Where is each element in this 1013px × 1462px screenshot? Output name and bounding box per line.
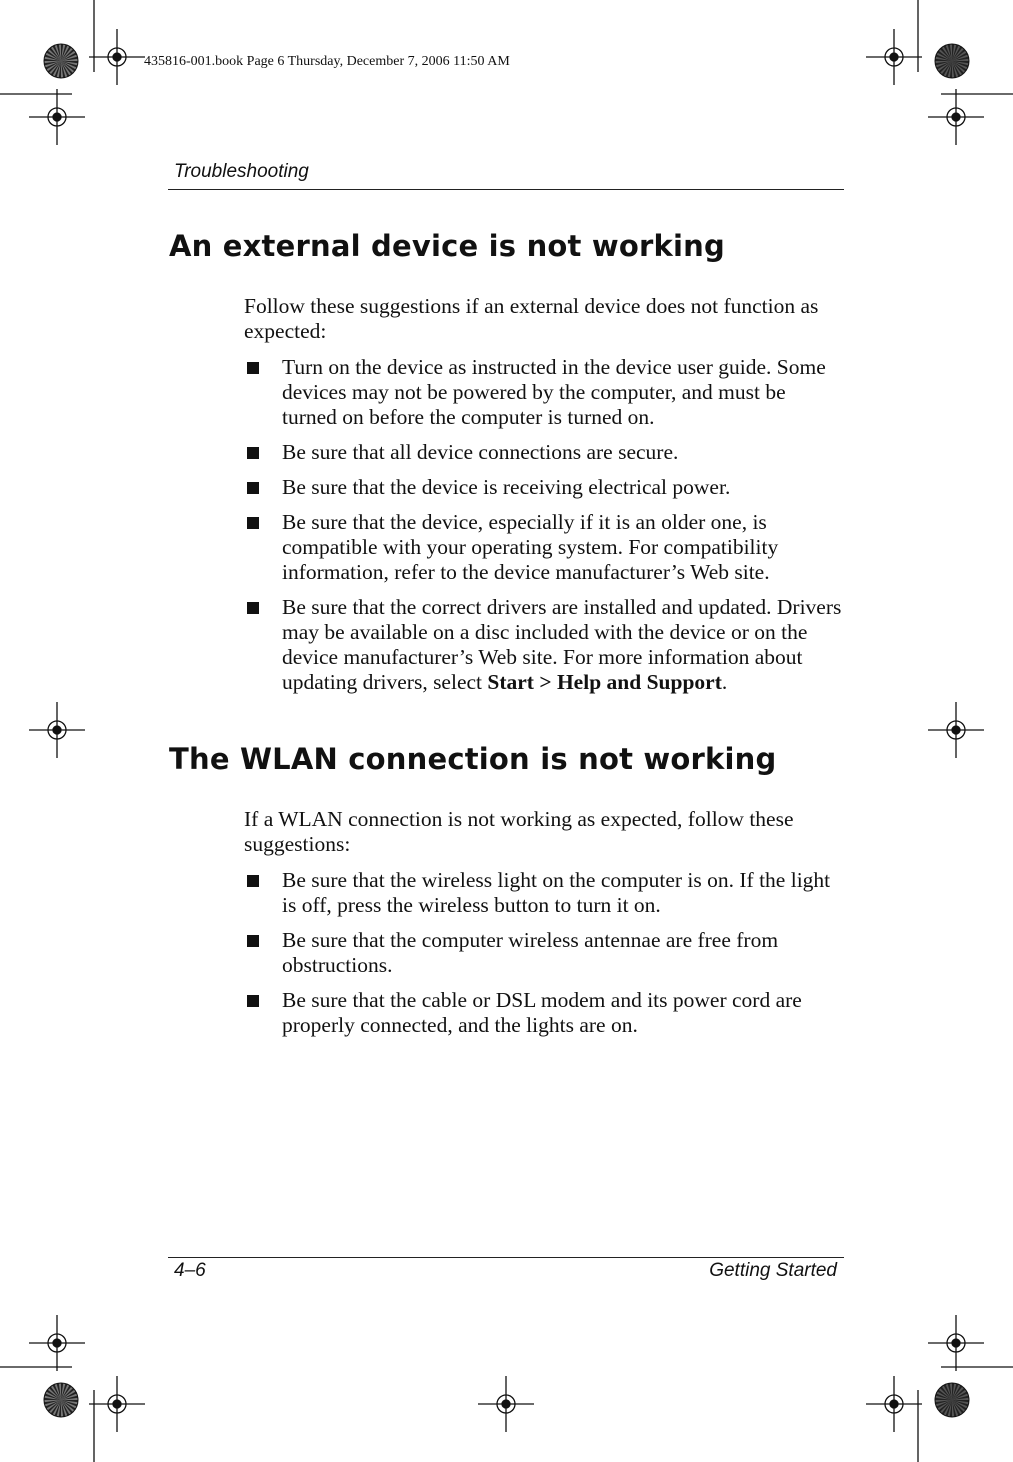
- menu-path: Start > Help and Support: [487, 670, 722, 694]
- section-intro-external-device: Follow these suggestions if an external device does not function as expected:: [244, 294, 819, 343]
- star-target-icon: [935, 44, 969, 78]
- header-rule: [168, 189, 844, 190]
- registration-target-icon: [89, 1376, 145, 1432]
- print-slug: 435816-001.book Page 6 Thursday, December 7, 2006 11:50 AM: [144, 54, 510, 69]
- star-target-icon: [935, 1383, 969, 1417]
- book-title: Getting Started: [709, 1260, 837, 1281]
- registration-target-icon: [29, 702, 85, 758]
- running-head: Troubleshooting: [174, 161, 309, 182]
- page-number: 4–6: [174, 1260, 206, 1281]
- list-item: Be sure that the device is receiving electrical power.: [244, 475, 844, 500]
- registration-target-icon: [89, 29, 145, 85]
- registration-target-icon: [478, 1376, 534, 1432]
- bullet-square-icon: [247, 447, 259, 459]
- registration-target-icon: [928, 702, 984, 758]
- registration-target-icon: [928, 1315, 984, 1371]
- list-item: Turn on the device as instructed in the device user guide. Some devices may not be powered by the computer, and must be turned on before the computer is turned on.: [244, 355, 844, 430]
- section-heading-external-device: An external device is not working: [169, 229, 725, 263]
- bullet-square-icon: [247, 935, 259, 947]
- registration-target-icon: [866, 29, 922, 85]
- list-item: Be sure that the wireless light on the computer is on. If the light is off, press the wireless button to turn it on.: [244, 868, 844, 918]
- list-item: Be sure that the correct drivers are installed and updated. Drivers may be available on a disc included with the device or on the device manufacturer’s Web site. For more information about updating drivers, select Start > Help and Support.: [244, 595, 844, 695]
- bullet-square-icon: [247, 995, 259, 1007]
- registration-target-icon: [29, 1315, 85, 1371]
- registration-target-icon: [29, 89, 85, 145]
- bullet-square-icon: [247, 517, 259, 529]
- list-item: Be sure that the computer wireless antennae are free from obstructions.: [244, 928, 844, 978]
- section-intro-wlan: If a WLAN connection is not working as expected, follow these suggestions:: [244, 807, 794, 856]
- external-device-list: [244, 355, 844, 705]
- bullet-square-icon: [247, 602, 259, 614]
- footer-rule: [168, 1257, 844, 1258]
- list-item: Be sure that the cable or DSL modem and its power cord are properly connected, and the lights are on.: [244, 988, 844, 1038]
- bullet-square-icon: [247, 482, 259, 494]
- registration-target-icon: [866, 1376, 922, 1432]
- bullet-square-icon: [247, 362, 259, 374]
- list-item: Be sure that all device connections are secure.: [244, 440, 844, 465]
- bullet-square-icon: [247, 875, 259, 887]
- star-target-icon: [44, 1383, 78, 1417]
- wlan-list: [244, 868, 844, 1048]
- star-target-icon: [44, 44, 78, 78]
- section-heading-wlan: The WLAN connection is not working: [169, 742, 777, 776]
- registration-target-icon: [928, 89, 984, 145]
- list-item: Be sure that the device, especially if it is an older one, is compatible with your operating system. For compatibility information, refer to the device manufacturer’s Web site.: [244, 510, 844, 585]
